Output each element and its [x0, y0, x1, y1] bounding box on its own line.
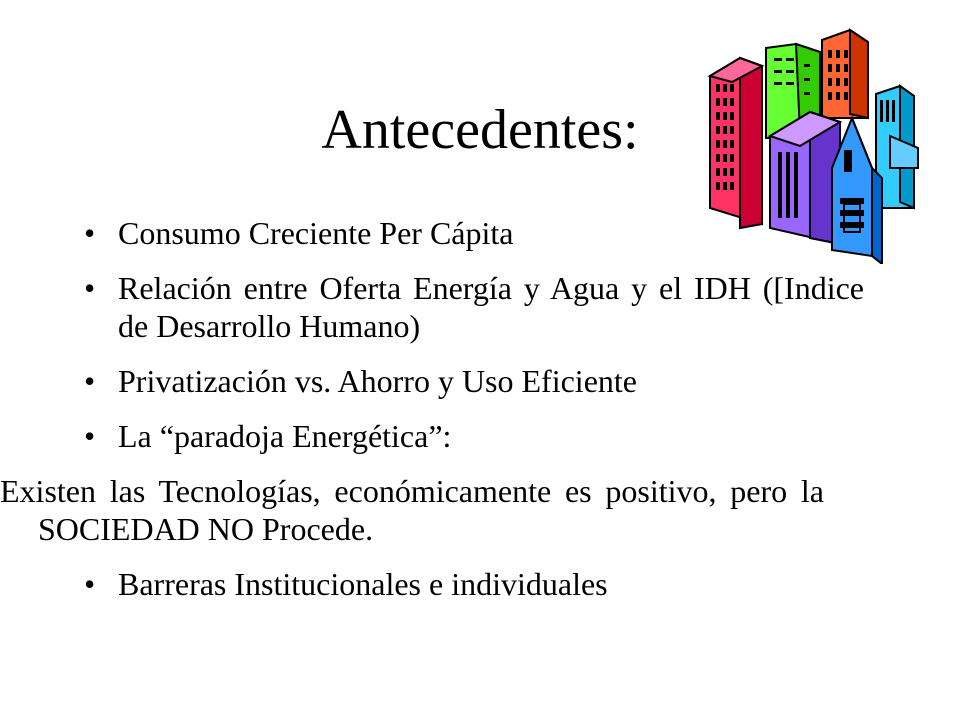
paragraph [0, 472, 824, 548]
list-item [84, 214, 864, 252]
list-item-text: Barreras Institucionales e individuales [118, 566, 608, 602]
bullet-icon: • [84, 566, 96, 602]
list-item-text: La “paradoja Energética”: [118, 418, 452, 454]
list-item-text: Privatización vs. Ahorro y Uso Eficiente [118, 363, 637, 399]
list-item-text: Relación entre Oferta Energía y Agua y el IDH ([Indice de Desarrollo Humano) [118, 270, 864, 344]
bullet-icon: • [84, 418, 96, 454]
bullet-list [0, 214, 864, 620]
list-item [84, 565, 864, 603]
bullet-icon: • [84, 270, 96, 306]
slide-title: Antecedentes: [321, 99, 639, 161]
list-item [84, 417, 864, 455]
bullet-icon: • [84, 215, 96, 251]
list-item [84, 269, 864, 345]
list-item [84, 362, 864, 400]
list-item-text: Consumo Creciente Per Cápita [118, 215, 514, 251]
bullet-icon: • [84, 363, 96, 399]
paragraph-text: Existen las Tecnologías, económicamente es positivo, pero la SOCIEDAD NO Procede. [0, 473, 824, 547]
